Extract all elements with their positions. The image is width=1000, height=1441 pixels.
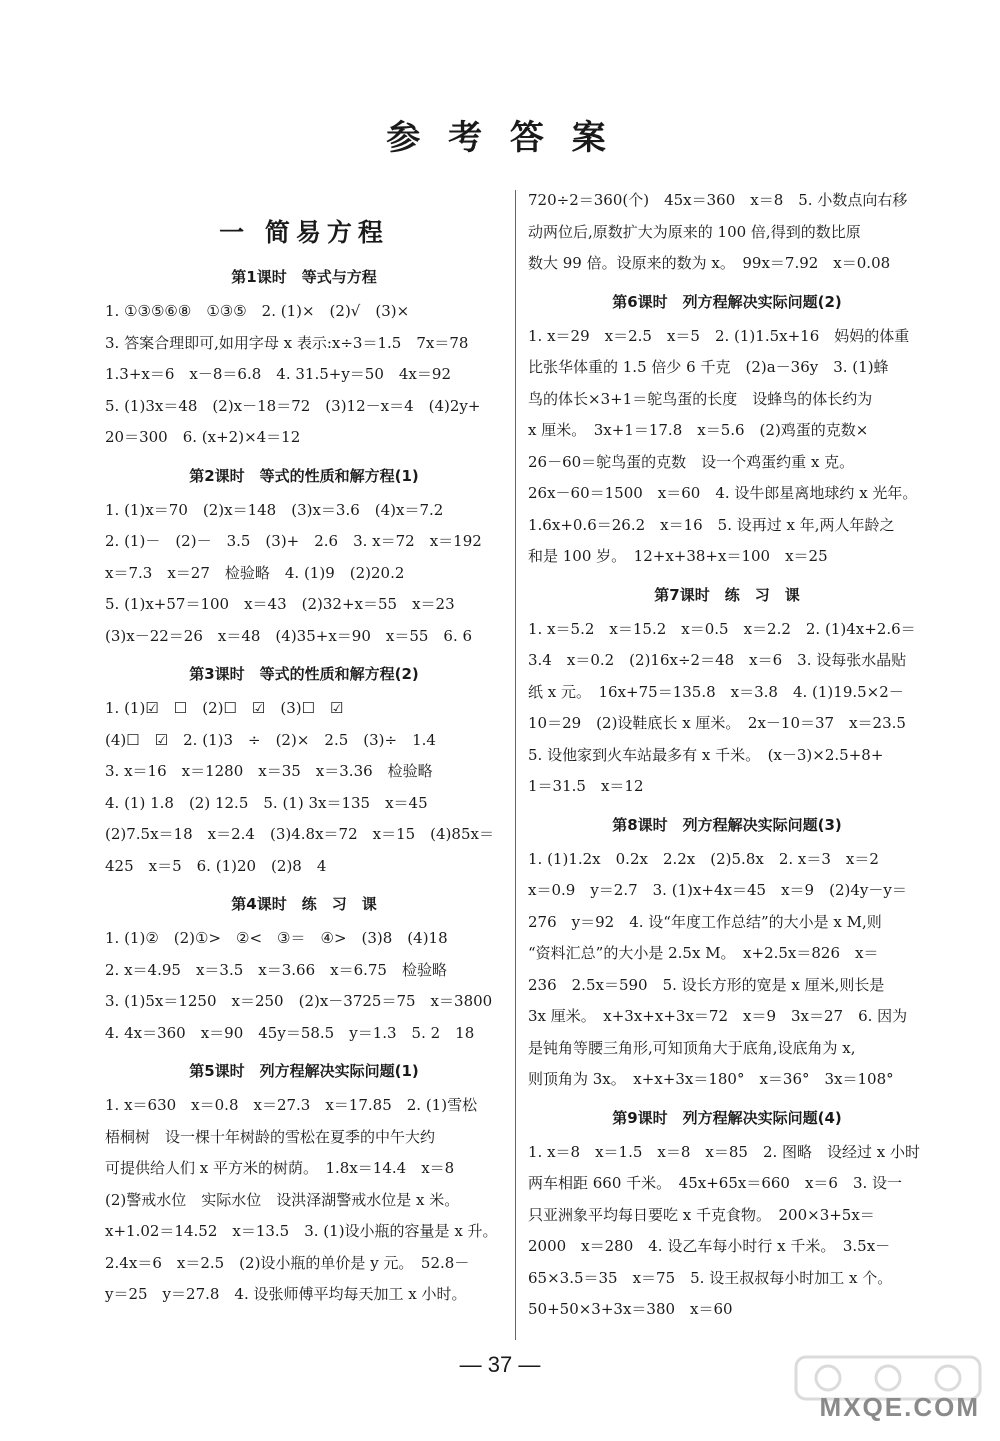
answer-line: 26x－60＝1500 x＝60 4. 设牛郎星离地球约 x 光年。 bbox=[528, 484, 918, 502]
answer-line: 2000 x＝280 4. 设乙车每小时行 x 千米。 3.5x－ bbox=[528, 1237, 891, 1255]
answer-line: 10＝29 (2)设鞋底长 x 厘米。 2x－10＝37 x＝23.5 bbox=[528, 714, 906, 732]
answer-line: 1＝31.5 x＝12 bbox=[528, 777, 644, 795]
answer-line: x 厘米。 3x+1＝17.8 x＝5.6 (2)鸡蛋的克数× bbox=[528, 421, 869, 439]
answer-line: 1. x＝630 x＝0.8 x＝27.3 x＝17.85 2. (1)雪松 bbox=[105, 1096, 478, 1114]
answer-line: (2)警戒水位 实际水位 设洪泽湖警戒水位是 x 米。 bbox=[105, 1190, 460, 1209]
answer-line: 则顶角为 3x。 x+x+3x＝180° x＝36° 3x＝108° bbox=[528, 1070, 894, 1088]
answer-line: 3. x＝16 x＝1280 x＝35 x＝3.36 检验略 bbox=[105, 762, 433, 780]
answer-line: (4)☐ ☑ 2. (1)3 ÷ (2)× 2.5 (3)÷ 1.4 bbox=[105, 730, 436, 749]
lesson-heading: 第1课时 等式与方程 bbox=[231, 268, 377, 286]
answer-line: 4. (1) 1.8 (2) 12.5 5. (1) 3x＝135 x＝45 bbox=[105, 793, 428, 812]
left-sections bbox=[105, 263, 503, 1311]
answer-line: 动两位后,原数扩大为原来的 100 倍,得到的数比原 bbox=[528, 222, 861, 241]
answer-line: 3. (1)5x＝1250 x＝250 (2)x－3725＝75 x＝3800 bbox=[105, 992, 493, 1010]
lesson-heading: 第6课时 列方程解决实际问题(2) bbox=[612, 292, 842, 311]
answer-line: “资料汇总”的大小是 2.5x M。 x+2.5x＝826 x＝ bbox=[528, 944, 879, 962]
watermark-text: MXQE.COM bbox=[819, 1392, 980, 1422]
left-column bbox=[105, 185, 503, 1311]
answer-line: 可提供给人们 x 平方米的树荫。 1.8x＝14.4 x＝8 bbox=[105, 1159, 455, 1177]
answer-line: 和是 100 岁。 12+x+38+x＝100 x＝25 bbox=[528, 547, 828, 565]
answer-line: 是钝角等腰三角形,可知顶角大于底角,设底角为 x, bbox=[528, 1038, 856, 1057]
lesson-heading: 第4课时 练 习 课 bbox=[231, 895, 377, 913]
lesson-heading: 第9课时 列方程解决实际问题(4) bbox=[612, 1108, 842, 1127]
answer-line: 5. (1)x+57＝100 x＝43 (2)32+x＝55 x＝23 bbox=[105, 595, 455, 613]
answer-line: 梧桐树 设一棵十年树龄的雪松在夏季的中午大约 bbox=[105, 1127, 436, 1146]
answer-line: 20＝300 6. (x+2)×4＝12 bbox=[105, 428, 301, 446]
answer-line: 纸 x 元。 16x+75＝135.8 x＝3.8 4. (1)19.5×2－ bbox=[528, 682, 904, 701]
answer-line: 3. 答案合理即可,如用字母 x 表示:x÷3＝1.5 7x＝78 bbox=[105, 333, 469, 352]
answer-line: 4. 4x＝360 x＝90 45y＝58.5 y＝1.3 5. 2 18 bbox=[105, 1023, 475, 1042]
answer-line: 720÷2＝360(个) 45x＝360 x＝8 5. 小数点向右移 bbox=[528, 191, 908, 209]
answer-line: (2)7.5x＝18 x＝2.4 (3)4.8x＝72 x＝15 (4)85x＝ bbox=[105, 825, 494, 843]
answer-line: 65×3.5＝35 x＝75 5. 设王叔叔每小时加工 x 个。 bbox=[528, 1268, 893, 1287]
lesson-heading: 第5课时 列方程解决实际问题(1) bbox=[189, 1062, 419, 1080]
answer-line: 1. x＝5.2 x＝15.2 x＝0.5 x＝2.2 2. (1)4x+2.6＝ bbox=[528, 619, 916, 638]
lesson-heading: 第3课时 等式的性质和解方程(2) bbox=[189, 665, 419, 683]
answer-line: 276 y＝92 4. 设“年度工作总结”的大小是 x M,则 bbox=[528, 912, 882, 931]
answer-line: 236 2.5x＝590 5. 设长方形的宽是 x 厘米,则长是 bbox=[528, 975, 885, 994]
answer-line: 1.6x+0.6＝26.2 x＝16 5. 设再过 x 年,两人年龄之 bbox=[528, 515, 895, 534]
lesson-heading: 第7课时 练 习 课 bbox=[654, 585, 800, 604]
answer-line: 425 x＝5 6. (1)20 (2)8 4 bbox=[105, 856, 327, 875]
answer-line: 1.3+x＝6 x－8＝6.8 4. 31.5+y＝50 4x＝92 bbox=[105, 365, 451, 383]
answer-line: 1. (1)x＝70 (2)x＝148 (3)x＝3.6 (4)x＝7.2 bbox=[105, 500, 444, 519]
answer-line: 1. (1)☑ ☐ (2)☐ ☑ (3)☐ ☑ bbox=[105, 699, 344, 717]
answer-line: 1. x＝29 x＝2.5 x＝5 2. (1)1.5x+16 妈妈的体重 bbox=[528, 326, 910, 345]
lesson-heading: 第8课时 列方程解决实际问题(3) bbox=[612, 815, 842, 834]
answer-line: 5. 设他家到火车站最多有 x 千米。 (x－3)×2.5+8+ bbox=[528, 745, 884, 764]
page-number: — 37 — bbox=[459, 1352, 541, 1377]
lesson-heading: 第2课时 等式的性质和解方程(1) bbox=[189, 466, 419, 485]
answer-line: 3.4 x＝0.2 (2)16x÷2＝48 x＝6 3. 设每张水晶贴 bbox=[528, 651, 907, 669]
answer-line: 鸟的体长×3+1＝鸵鸟蛋的长度 设蜂鸟的体长约为 bbox=[528, 389, 873, 408]
answer-line: 两车相距 660 千米。 45x+65x＝660 x＝6 3. 设一 bbox=[528, 1174, 903, 1192]
answer-line: 2. x＝4.95 x＝3.5 x＝3.66 x＝6.75 检验略 bbox=[105, 960, 447, 979]
answer-line: 2. (1)－ (2)－ 3.5 (3)+ 2.6 3. x＝72 x＝192 bbox=[105, 532, 482, 550]
answer-line: x＝0.9 y＝2.7 3. (1)x+4x＝45 x＝9 (2)4y－y＝ bbox=[528, 881, 907, 899]
answer-line: 数大 99 倍。设原来的数为 x。 99x＝7.92 x＝0.08 bbox=[528, 254, 891, 272]
answer-line: 3x 厘米。 x+3x+x+3x＝72 x＝9 3x＝27 6. 因为 bbox=[528, 1007, 908, 1025]
chapter-title: 一 简易方程 bbox=[219, 218, 389, 247]
answer-line: 1. x＝8 x＝1.5 x＝8 x＝85 2. 图略 设经过 x 小时 bbox=[528, 1142, 921, 1161]
answer-line: x＝7.3 x＝27 检验略 4. (1)9 (2)20.2 bbox=[105, 563, 405, 582]
answer-line: 5. (1)3x＝48 (2)x－18＝72 (3)12－x＝4 (4)2y+ bbox=[105, 396, 481, 415]
answer-line: 比张华体重的 1.5 倍少 6 千克 (2)a－36y 3. (1)蜂 bbox=[528, 358, 889, 376]
answer-line: 1. (1)1.2x 0.2x 2.2x (2)5.8x 2. x＝3 x＝2 bbox=[528, 849, 879, 868]
answer-line: 26－60＝鸵鸟蛋的克数 设一个鸡蛋约重 x 克。 bbox=[528, 452, 855, 471]
answer-line: 只亚洲象平均每日要吃 x 千克食物。 200×3+5x＝ bbox=[528, 1205, 875, 1224]
right-intro bbox=[528, 185, 926, 280]
column-divider bbox=[515, 190, 516, 1340]
right-sections bbox=[528, 288, 926, 1326]
right-column bbox=[528, 185, 926, 1326]
answer-line: 1. (1)② (2)①> ②< ③＝ ④> (3)8 (4)18 bbox=[105, 929, 448, 947]
answer-line: 50+50×3+3x＝380 x＝60 bbox=[528, 1300, 733, 1318]
answer-line: (3)x－22＝26 x＝48 (4)35+x＝90 x＝55 6. 6 bbox=[105, 626, 473, 645]
answer-line: 1. ①③⑤⑥⑧ ①③⑤ 2. (1)× (2)√ (3)× bbox=[105, 302, 410, 320]
answer-line: 2.4x＝6 x＝2.5 (2)设小瓶的单价是 y 元。 52.8－ bbox=[105, 1253, 470, 1272]
answer-line: y＝25 y＝27.8 4. 设张师傅平均每天加工 x 小时。 bbox=[105, 1285, 467, 1303]
answer-line: x+1.02＝14.52 x＝13.5 3. (1)设小瓶的容量是 x 升。 bbox=[105, 1222, 498, 1240]
page-title: 参 考 答 案 bbox=[386, 118, 614, 158]
